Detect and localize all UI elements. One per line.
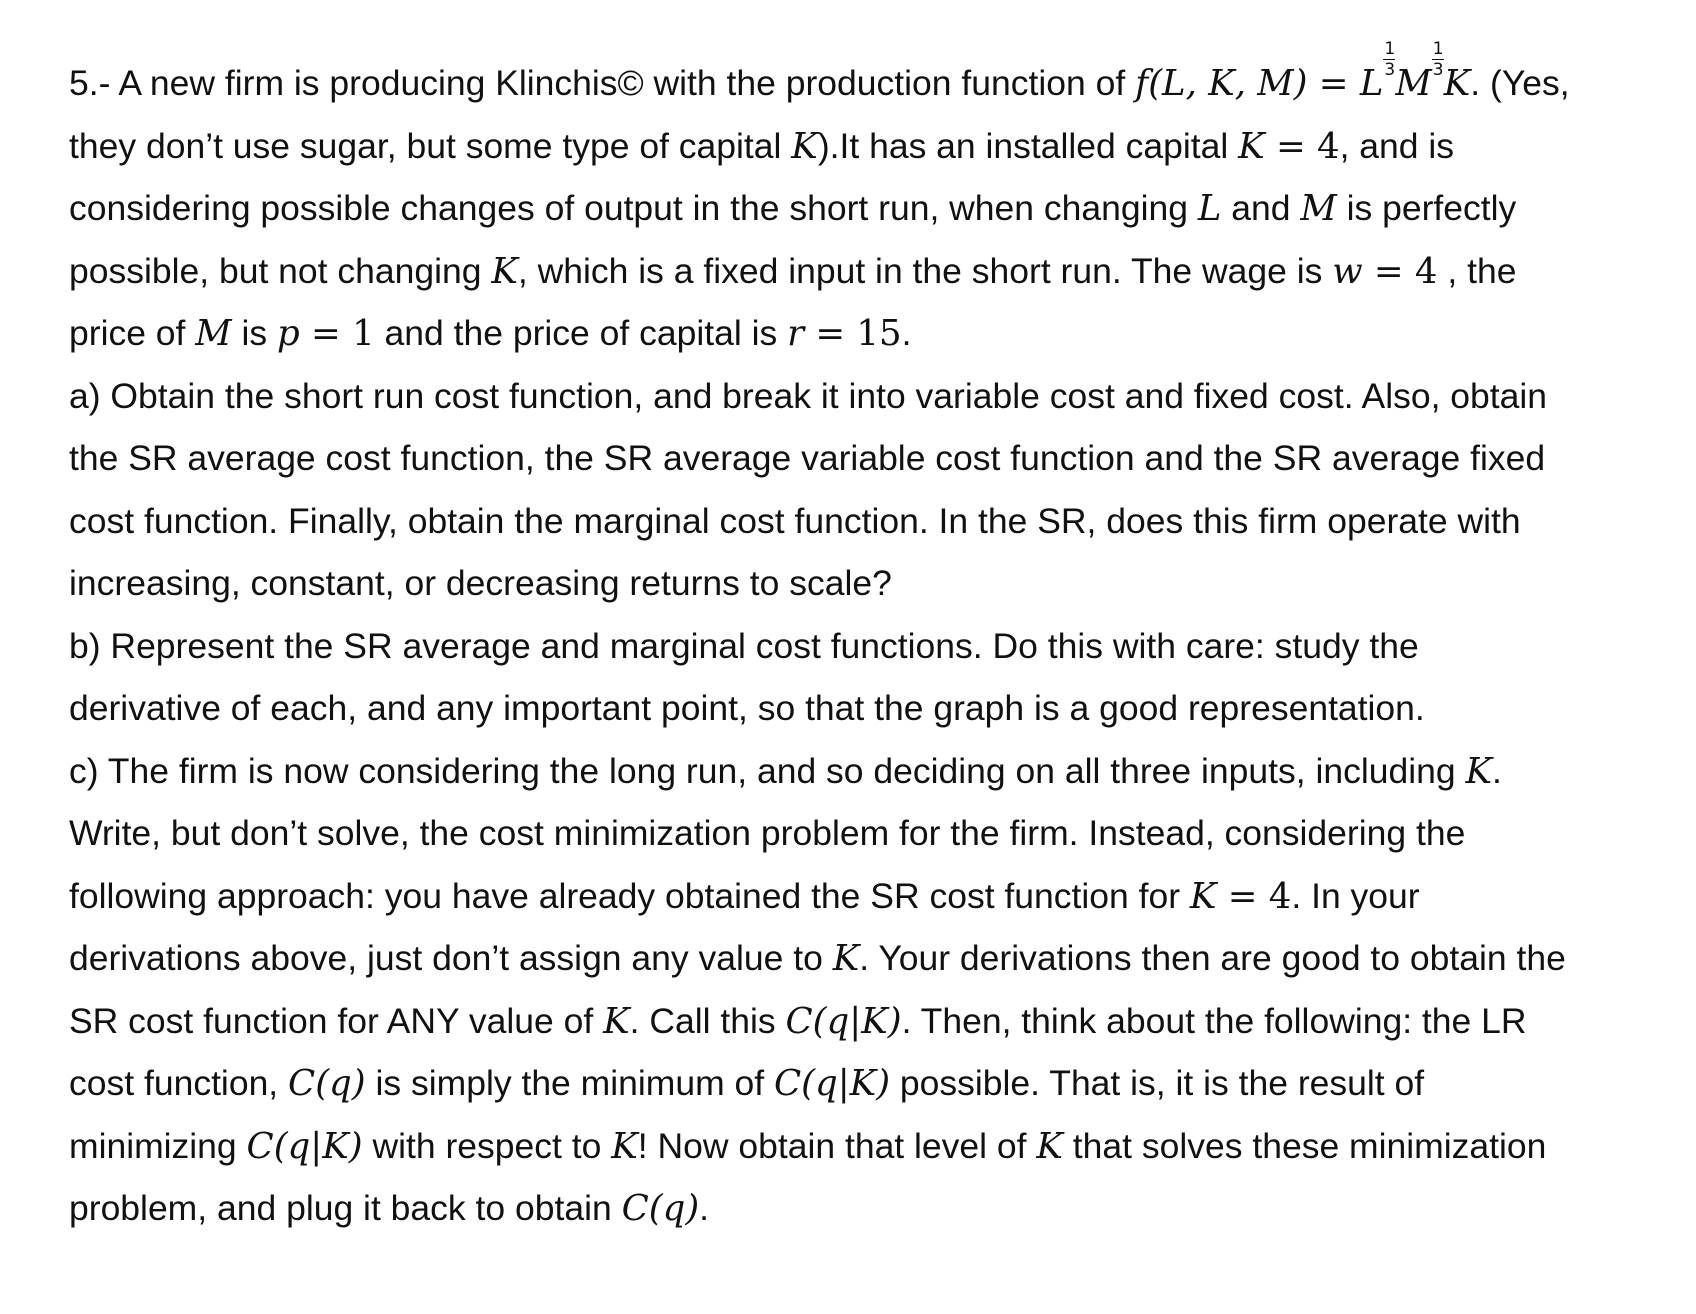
problem-line-4 — [69, 240, 1669, 303]
problem-line-1 — [69, 39, 1669, 115]
line-text: price of — [69, 313, 196, 353]
math-L: L — [1359, 63, 1384, 104]
problem-line-13: Write, but don’t solve, the cost minimization problem for the firm. Instead, considering the — [69, 813, 1466, 853]
math-value: = 4 — [1216, 875, 1292, 917]
math-var: p — [277, 313, 300, 354]
line-text: . — [699, 1188, 710, 1228]
exponent-numerator: 1 — [1432, 39, 1444, 59]
line-text: , which is a fixed input in the short run. The wage is — [517, 250, 1333, 291]
line-text: c) The firm is now considering the long run, and so deciding on all three inputs, including — [69, 750, 1466, 791]
line-text: minimizing — [69, 1125, 247, 1166]
math-var: K — [1465, 750, 1493, 792]
math-expr: C(q|K) — [785, 1000, 902, 1042]
math-var: M — [1300, 188, 1337, 229]
math-var: K — [1189, 875, 1217, 917]
math-value: = 4 — [1362, 250, 1438, 292]
line-text: . — [1492, 750, 1502, 791]
problem-line-15 — [69, 927, 1669, 990]
exponent-denominator: 3 — [1432, 60, 1444, 80]
line-text: ! Now obtain that level of — [637, 1125, 1037, 1166]
math-var: K — [1238, 125, 1265, 167]
line-text: considering possible changes of output in the short run, when changing — [69, 188, 1198, 228]
line-text: is simply the minimum of — [365, 1063, 774, 1103]
exponent-denominator: 3 — [1384, 60, 1396, 80]
problem-line-17 — [69, 1052, 1669, 1115]
math-var: L — [1197, 188, 1222, 229]
math-var: K — [603, 1000, 630, 1042]
math-var: w — [1332, 250, 1363, 292]
math-expr: C(q) — [621, 1188, 700, 1229]
math-var: K — [832, 938, 860, 979]
problem-line-7: the SR average cost function, the SR average variable cost function and the SR average fixed — [69, 438, 1546, 478]
math-var: K — [611, 1125, 638, 1167]
math-expr: C(q|K) — [246, 1125, 363, 1167]
line-text: , and is — [1339, 125, 1455, 166]
exponent-numerator: 1 — [1384, 39, 1396, 59]
line-text: . Your derivations then are good to obtain the — [859, 938, 1566, 978]
line-text: SR cost function for ANY value of — [69, 1000, 604, 1041]
math-var: K — [1036, 1125, 1063, 1167]
math-M: M — [1395, 63, 1432, 104]
math-var: M — [195, 313, 232, 354]
line-text: and — [1221, 188, 1301, 228]
line-text: problem, and plug it back to obtain — [69, 1188, 622, 1228]
line-text: . Call this — [629, 1000, 786, 1041]
problem-line-6: a) Obtain the short run cost function, and break it into variable cost and fixed cost. Also, obtain — [69, 375, 1548, 416]
math-var: K — [491, 250, 518, 292]
line-text: that solves these minimization — [1062, 1125, 1547, 1166]
line-text: ).It has an installed capital — [817, 125, 1239, 166]
math-expr: C(q) — [288, 1063, 366, 1104]
line-text: . (Yes, — [1470, 63, 1570, 103]
math-K: K — [1443, 63, 1471, 104]
problem-line-10: b) Represent the SR average and marginal cost functions. Do this with care: study the — [69, 625, 1419, 666]
problem-line-11: derivative of each, and any important point, so that the graph is a good representation. — [69, 688, 1425, 728]
exponent-one-third — [1432, 39, 1444, 95]
line-text: derivations above, just don’t assign any value to — [69, 938, 833, 978]
problem-line-8: cost function. Finally, obtain the marginal cost function. In the SR, does this firm operate with — [69, 500, 1521, 541]
line-text: with respect to — [362, 1125, 612, 1166]
math-value: = 1 — [299, 313, 375, 354]
line-text: possible. That is, it is the result of — [890, 1063, 1425, 1103]
problem-line-3 — [69, 177, 1669, 240]
line-text: . In your — [1291, 875, 1420, 916]
math-args: (L, K, M) — [1148, 63, 1308, 104]
problem-line-14 — [69, 865, 1669, 928]
line-text: is — [231, 313, 278, 353]
line-text: and the price of capital is — [374, 313, 788, 353]
line-text: . Then, think about the following: the LR — [901, 1000, 1527, 1041]
line-text: , the — [1437, 250, 1517, 291]
math-f: f — [1135, 63, 1149, 104]
exponent-one-third — [1383, 39, 1396, 95]
math-value: = 4 — [1264, 125, 1340, 167]
math-equals: = — [1307, 63, 1360, 104]
math-var: r — [787, 313, 805, 354]
problem-line-19 — [69, 1177, 1669, 1240]
line-text: . — [901, 313, 912, 353]
math-expr: C(q|K) — [773, 1063, 891, 1104]
problem-line-2 — [69, 115, 1669, 178]
math-var: K — [791, 125, 818, 167]
math-value: = 15 — [804, 313, 902, 354]
line-text: possible, but not changing — [69, 250, 492, 291]
line-text: is perfectly — [1336, 188, 1517, 228]
line-text: cost function, — [69, 1063, 289, 1103]
line-text: following approach: you have already obtained the SR cost function for — [69, 875, 1190, 916]
problem-line-9: increasing, constant, or decreasing returns to scale? — [69, 563, 892, 603]
problem-line-5 — [69, 302, 1669, 365]
problem-text — [69, 39, 1669, 1240]
problem-line-12 — [69, 740, 1669, 803]
line-text: 5.- A new firm is producing Klinchis© with the production function of — [69, 63, 1136, 103]
problem-line-18 — [69, 1115, 1669, 1178]
problem-line-16 — [69, 990, 1669, 1053]
line-text: they don’t use sugar, but some type of capital — [69, 125, 792, 166]
